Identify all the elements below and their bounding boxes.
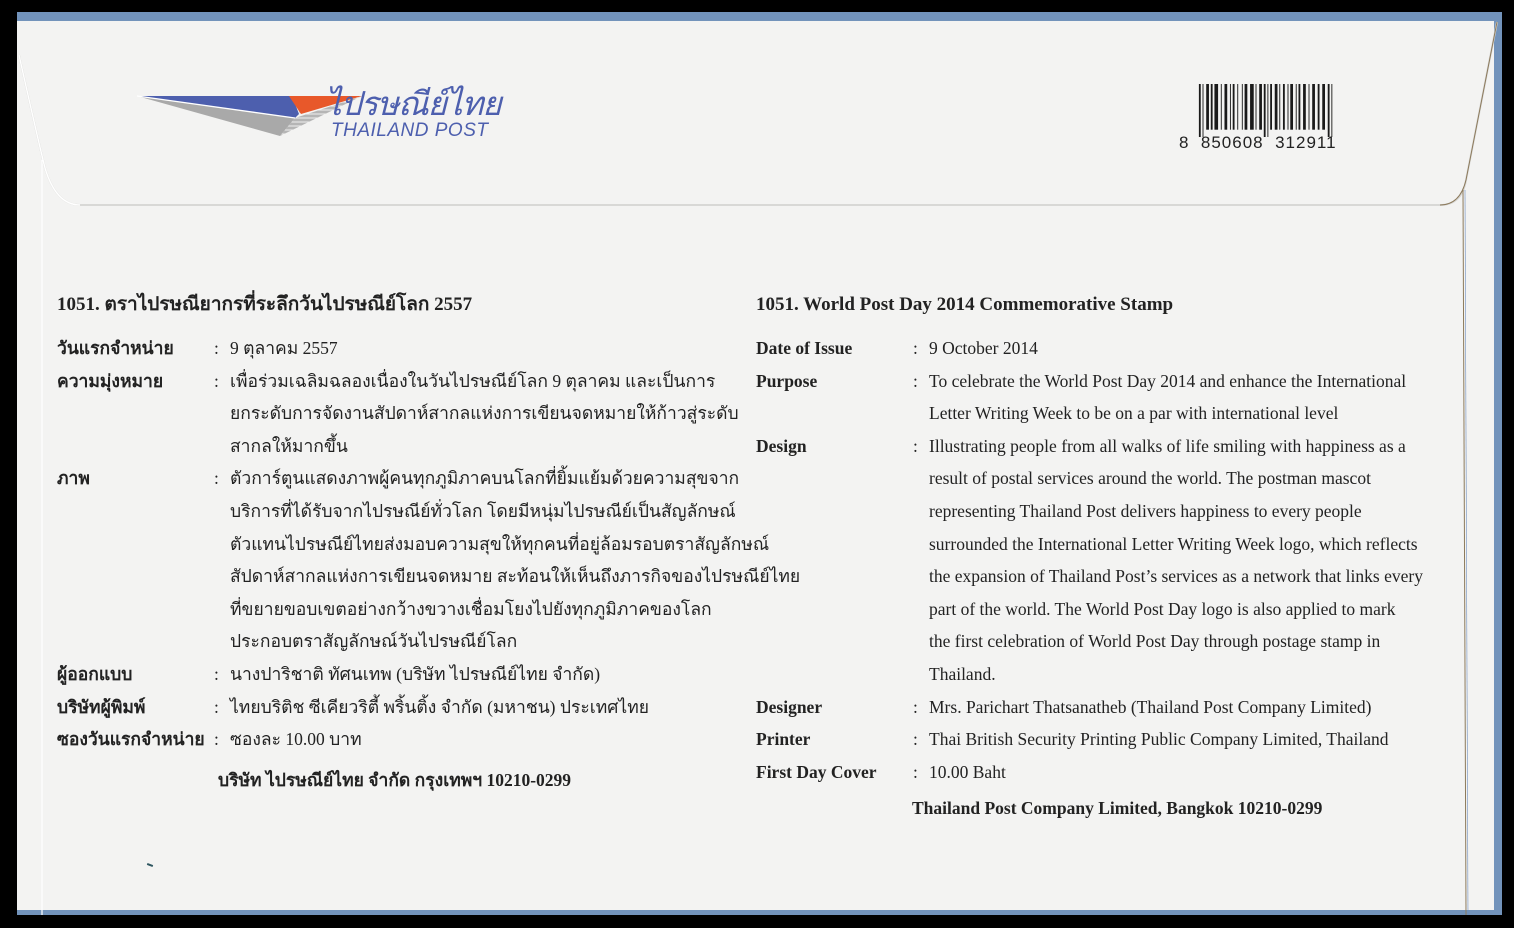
- value-line: surrounded the International Letter Writing Week logo, which reflects: [929, 533, 1418, 554]
- value-line: ยกระดับการจัดงานสัปดาห์สากลแห่งการเขียนจดหมายให้ก้าวสู่ระดับ: [230, 403, 739, 424]
- row-label: Design: [756, 435, 807, 456]
- english-row-designer: [756, 691, 1486, 724]
- row-label: ภาพ: [57, 468, 90, 489]
- row-label: Purpose: [756, 370, 818, 391]
- row-separator: :: [214, 696, 219, 717]
- english-description-column: [756, 292, 1486, 819]
- row-label: Date of Issue: [756, 338, 853, 358]
- row-value: [230, 691, 747, 724]
- value-line: 9 October 2014: [929, 338, 1038, 358]
- english-row-design: [756, 430, 1486, 691]
- value-line: To celebrate the World Post Day 2014 and enhance the International: [929, 370, 1407, 391]
- row-separator: :: [214, 338, 219, 358]
- value-line: เพื่อร่วมเฉลิมฉลองเนื่องในวันไปรษณีย์โลก 9 ตุลาคม และเป็นการ: [230, 370, 716, 391]
- thai-row-design: [57, 462, 801, 658]
- logo-thai-wordmark: ไปรษณีย์ไทย: [325, 84, 501, 123]
- value-line: สัปดาห์สากลแห่งการเขียนจดหมาย สะท้อนให้เห็นถึงภารกิจของไปรษณีย์ไทย: [230, 566, 801, 587]
- value-line: 10.00 Baht: [929, 761, 1006, 782]
- thai-stamp-title: 1051. ตราไปรษณียากรที่ระลึกวันไปรษณีย์โลก 2557: [57, 294, 473, 315]
- row-separator: :: [214, 729, 219, 750]
- envelope-bottom-edge: [17, 910, 1502, 915]
- row-value: [929, 756, 1486, 789]
- value-line: the first celebration of World Post Day through postage stamp in: [929, 631, 1381, 652]
- logo-english-wordmark: THAILAND POST: [331, 120, 489, 141]
- english-row-first-day-cover: [756, 756, 1486, 789]
- row-value: [929, 430, 1486, 691]
- english-row-date-of-issue: [756, 332, 1486, 365]
- row-separator: :: [214, 468, 219, 489]
- value-line: บริการที่ได้รับจากไปรษณีย์ทั่วโลก โดยมีหนุ่มไปรษณีย์เป็นสัญลักษณ์: [230, 500, 736, 521]
- row-value: [929, 332, 1486, 365]
- value-line: 9 ตุลาคม 2557: [230, 338, 338, 358]
- value-line: ซองละ 10.00 บาท: [230, 729, 362, 750]
- value-line: part of the world. The World Post Day logo is also applied to mark: [929, 598, 1396, 619]
- row-value: [929, 691, 1486, 724]
- row-label: ซองวันแรกจำหน่าย: [57, 729, 205, 750]
- value-line: result of postal services around the world. The postman mascot: [929, 468, 1371, 489]
- row-separator: :: [913, 435, 918, 456]
- thai-publisher-address: บริษัท ไปรษณีย์ไทย จำกัด กรุงเทพฯ 10210-0299: [218, 769, 572, 790]
- envelope-top-edge: [17, 12, 1502, 21]
- row-label: First Day Cover: [756, 761, 877, 782]
- row-separator: :: [913, 696, 918, 717]
- row-label: บริษัทผู้พิมพ์: [57, 696, 146, 717]
- value-line: Letter Writing Week to be on a par with international level: [929, 403, 1339, 424]
- row-label: Designer: [756, 696, 823, 717]
- thai-row-designer: [57, 658, 747, 691]
- row-separator: :: [913, 338, 918, 358]
- value-line: ประกอบตราสัญลักษณ์วันไปรษณีย์โลก: [230, 631, 518, 652]
- value-line: ไทยบริติช ซีเคียวริตี้ พริ้นติ้ง จำกัด (มหาชน) ประเทศไทย: [230, 696, 649, 717]
- value-line: ตัวแทนไปรษณีย์ไทยส่งมอบความสุขให้ทุกคนที่อยู่ล้อมรอบตราสัญลักษณ์: [230, 533, 770, 554]
- value-line: Mrs. Parichart Thatsanatheb (Thailand Post Company Limited): [929, 696, 1372, 717]
- value-line: นางปาริชาติ ทัศนเทพ (บริษัท ไปรษณีย์ไทย จำกัด): [230, 663, 601, 684]
- value-line: representing Thailand Post delivers happiness to every people: [929, 500, 1362, 521]
- row-value: [230, 462, 800, 658]
- row-value: [230, 658, 747, 691]
- value-line: Illustrating people from all walks of life smiling with happiness as a: [929, 435, 1406, 456]
- thai-row-issue-date: [57, 332, 747, 365]
- row-separator: :: [913, 729, 918, 750]
- english-row-purpose: [756, 365, 1486, 430]
- row-value: [230, 365, 747, 463]
- row-separator: :: [214, 663, 219, 684]
- value-line: สากลให้มากขึ้น: [230, 435, 348, 456]
- english-publisher-address: Thailand Post Company Limited, Bangkok 10210-0299: [912, 798, 1323, 819]
- english-row-printer: [756, 723, 1486, 756]
- row-separator: :: [214, 370, 219, 391]
- barcode-icon: [1192, 84, 1352, 137]
- row-value: [230, 723, 747, 756]
- row-value: [929, 723, 1486, 756]
- row-separator: :: [913, 761, 918, 782]
- row-label: วันแรกจำหน่าย: [57, 338, 174, 358]
- row-label: ความมุ่งหมาย: [57, 370, 164, 391]
- row-separator: :: [913, 370, 918, 391]
- english-stamp-title: 1051. World Post Day 2014 Commemorative Stamp: [756, 294, 1174, 315]
- thai-row-printer: [57, 691, 747, 724]
- value-line: Thailand.: [929, 663, 996, 684]
- row-label: Printer: [756, 729, 811, 750]
- value-line: ตัวการ์ตูนแสดงภาพผู้คนทุกภูมิภาคบนโลกที่ยิ้มแย้มด้วยความสุขจาก: [230, 468, 740, 489]
- row-value: [230, 332, 747, 365]
- thai-row-first-day-cover: [57, 723, 747, 756]
- row-label: ผู้ออกแบบ: [57, 663, 133, 684]
- value-line: Thai British Security Printing Public Company Limited, Thailand: [929, 729, 1389, 750]
- barcode-number: 8 850608 312911: [1179, 133, 1337, 152]
- envelope-right-edge: [1494, 12, 1502, 915]
- thai-row-purpose: [57, 365, 747, 463]
- row-value: [929, 365, 1486, 430]
- value-line: the expansion of Thailand Post’s services as a network that links every: [929, 566, 1423, 587]
- value-line: ที่ขยายขอบเขตอย่างกว้างขวางเชื่อมโยงไปยังทุกภูมิภาคของโลก: [230, 598, 712, 619]
